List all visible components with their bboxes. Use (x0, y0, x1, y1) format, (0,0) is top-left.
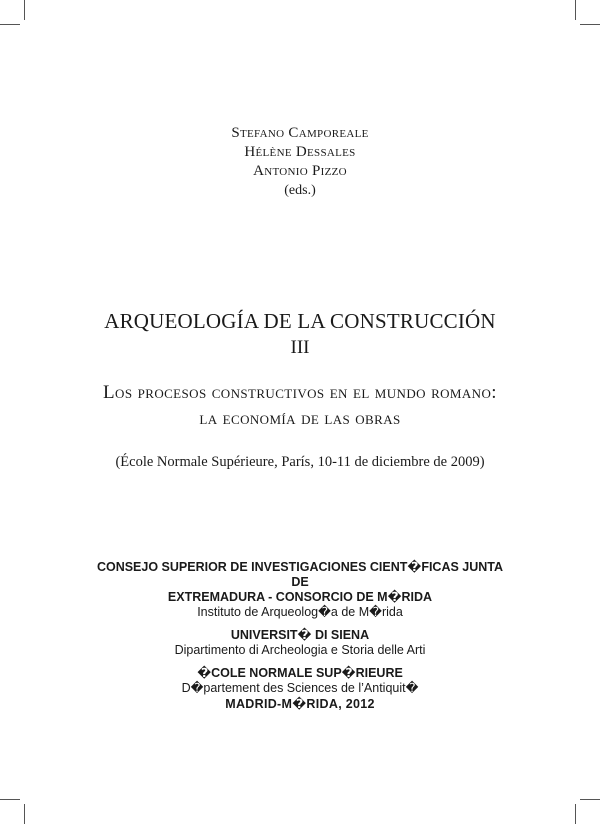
subtitle-line-2: la economía de las obras (199, 408, 401, 429)
publisher-csic-line-2: EXTREMADURA - CONSORCIO DE M�RIDA (167, 590, 433, 604)
crop-mark-top-right-h (580, 24, 600, 25)
subtitle-line-1: Los procesos constructivos en el mundo romano: (103, 382, 497, 403)
crop-mark-bottom-right (575, 804, 576, 824)
imprint: MADRID-M�RIDA, 2012 (225, 697, 375, 711)
crop-mark-bottom-left (24, 804, 25, 824)
conference-info: (École Normale Supérieure, París, 10-11 de diciembre de 2009) (115, 454, 485, 470)
editor-name: Stefano Camporeale (231, 125, 369, 141)
publisher-siena: UNIVERSIT� DI SIENA (230, 628, 370, 642)
publisher-ens-department: D�partement des Sciences de l’Antiquit� (181, 681, 419, 695)
editors-block (0, 124, 600, 200)
editor-name: Antonio Pizzo (253, 163, 347, 179)
publishers-block (0, 560, 600, 696)
book-subtitle (0, 380, 600, 432)
editors-role: (eds.) (284, 183, 316, 198)
publisher-csic-institute: Instituto de Arqueolog�a de M�rida (197, 605, 403, 619)
crop-mark-bottom-left-h (0, 799, 20, 800)
publisher-ens: �COLE NORMALE SUP�RIEURE (197, 666, 403, 680)
crop-mark-top-right (575, 0, 576, 20)
book-title: ARQUEOLOGÍA DE LA CONSTRUCCIÓN (104, 309, 496, 333)
publisher-csic (90, 560, 510, 605)
crop-mark-bottom-right-h (580, 799, 600, 800)
volume-number: III (290, 337, 310, 358)
crop-mark-top-left (24, 0, 25, 20)
publisher-siena-department: Dipartimento di Archeologia e Storia delle Arti (174, 643, 426, 657)
crop-mark-top-left-h (0, 24, 20, 25)
editor-name: Hélène Dessales (244, 144, 356, 160)
publisher-csic-line-1: CONSEJO SUPERIOR DE INVESTIGACIONES CIENT�FICAS JUNTA DE (96, 560, 504, 589)
